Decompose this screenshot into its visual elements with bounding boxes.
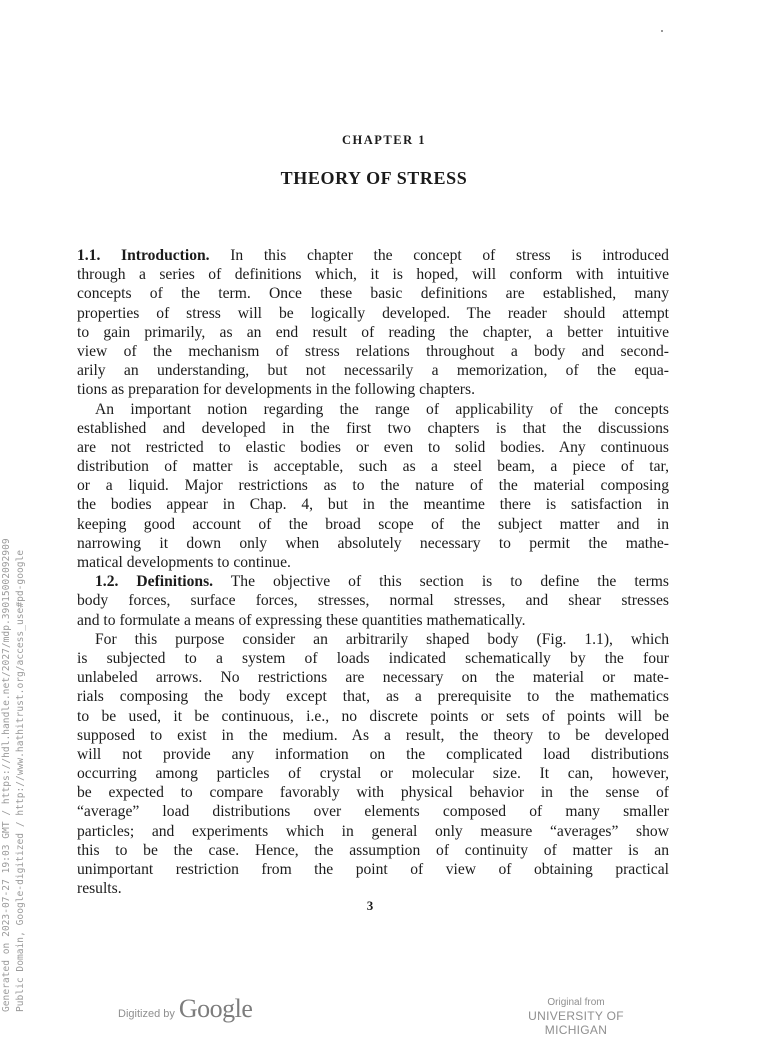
text-line [77, 419, 669, 438]
line-text: is subjected to a system of loads indicated schematically by the four [77, 649, 669, 667]
text-line [77, 783, 669, 802]
line-text: In this chapter the concept of stress is introduced [230, 247, 669, 264]
line-text: properties of stress will be logically developed. The reader should attempt [77, 304, 669, 322]
watermark-line-1: Generated on 2023-07-27 19:03 GMT / https://hdl.handle.net/2027/mdp.39015002092909 [1, 538, 12, 1012]
line-text: rials composing the body except that, as a prerequisite to the mathematics [77, 688, 669, 706]
text-line [77, 687, 669, 706]
text-line [77, 860, 669, 879]
line-text: An important notion regarding the range of applicability of the concepts [95, 400, 669, 418]
chapter-label: CHAPTER 1 [342, 133, 426, 147]
line-text: concepts of the term. Once these basic definitions are established, many [77, 285, 669, 303]
line-text: unlabeled arrows. No restrictions are necessary on the material or mate- [77, 669, 669, 687]
body-text [77, 246, 669, 898]
line-text: will not provide any information on the complicated load distributions [77, 745, 669, 763]
text-line [77, 591, 669, 610]
line-text: For this purpose consider an arbitrarily shaped body (Fig. 1.1), which [95, 630, 669, 648]
text-line [77, 534, 669, 553]
line-text: tions as preparation for developments in the following chapters. [77, 381, 475, 399]
line-text: keeping good account of the broad scope of the subject matter and in [77, 515, 669, 533]
line-text: and to formulate a means of expressing these quantities mathematically. [77, 611, 526, 629]
line-text: view of the mechanism of stress relations throughout a body and second- [77, 342, 669, 360]
scan-speck [661, 30, 663, 32]
watermark-line-2: Public Domain, Google-digitized / http://www.hathitrust.org/access_use#pd-google [15, 549, 26, 1012]
line-text: particles; and experiments which in general only measure “averages” show [77, 822, 669, 840]
text-line [77, 726, 669, 745]
text-line [77, 745, 669, 764]
text-line [77, 668, 669, 687]
text-line [77, 495, 669, 514]
text-line [77, 342, 669, 361]
text-line [77, 246, 669, 265]
page-number: 3 [366, 898, 374, 913]
line-text: to be used, it be continuous, i.e., no discrete points or sets of points will be [77, 707, 669, 725]
section-heading: 1.1. Introduction. [77, 247, 210, 264]
text-line [77, 361, 669, 380]
line-text: be expected to compare favorably with physical behavior in the sense of [77, 784, 669, 802]
text-line [77, 380, 669, 399]
text-line [77, 649, 669, 668]
line-text: distribution of matter is acceptable, such as a steel beam, a piece of tar, [77, 458, 669, 476]
text-line [77, 438, 669, 457]
line-text: results. [77, 880, 122, 898]
line-text: this to be the case. Hence, the assumption of continuity of matter is an [77, 841, 669, 859]
line-text: or a liquid. Major restrictions as to the nature of the material composing [77, 477, 669, 495]
line-text: the bodies appear in Chap. 4, but in the meantime there is satisfaction in [77, 496, 669, 514]
text-line [77, 572, 669, 591]
line-text: narrowing it down only when absolutely necessary to permit the mathe- [77, 534, 669, 552]
line-text: supposed to exist in the medium. As a result, the theory to be developed [77, 726, 669, 744]
hathitrust-watermark [0, 472, 28, 1012]
text-line [77, 841, 669, 860]
text-line [77, 323, 669, 342]
google-logo: Google [178, 994, 253, 1023]
text-line [77, 400, 669, 419]
line-text: arily an understanding, but not necessarily a memorization, of the equa- [77, 362, 669, 380]
line-text: occurring among particles of crystal or molecular size. It can, however, [77, 765, 669, 783]
line-text: unimportant restriction from the point of view of obtaining practical [77, 861, 669, 878]
text-line [77, 284, 669, 303]
line-text: matical developments to continue. [77, 554, 291, 571]
text-line [77, 611, 669, 630]
digitized-by-google [118, 994, 252, 1024]
text-line [77, 630, 669, 649]
line-text: to gain primarily, as an end result of reading the chapter, a better intuitive [77, 323, 669, 341]
text-line [77, 457, 669, 476]
original-from [496, 997, 656, 1037]
text-line [77, 515, 669, 534]
line-text: body forces, surface forces, stresses, normal stresses, and shear stresses [77, 592, 669, 610]
line-text: “average” load distributions over elements composed of many smaller [77, 803, 669, 821]
digitized-by-label: Digitized by [118, 1008, 175, 1020]
text-line [77, 265, 669, 284]
text-line [77, 553, 669, 572]
line-text: established and developed in the first two chapters is that the discussions [77, 419, 669, 437]
text-line [77, 822, 669, 841]
university-name: UNIVERSITY OF MICHIGAN [528, 1009, 624, 1037]
original-from-label: Original from [547, 997, 605, 1008]
text-line [77, 802, 669, 821]
line-text: The objective of this section is to define the terms [230, 573, 669, 591]
chapter-title: THEORY OF STRESS [280, 168, 468, 188]
text-line [77, 476, 669, 495]
text-line [77, 707, 669, 726]
line-text: through a series of definitions which, it is hoped, will conform with intuitive [77, 266, 669, 284]
section-heading: 1.2. Definitions. [95, 573, 214, 591]
text-line [77, 764, 669, 783]
line-text: are not restricted to elastic bodies or even to solid bodies. Any continuous [77, 438, 669, 456]
text-line [77, 879, 669, 898]
text-line [77, 304, 669, 323]
